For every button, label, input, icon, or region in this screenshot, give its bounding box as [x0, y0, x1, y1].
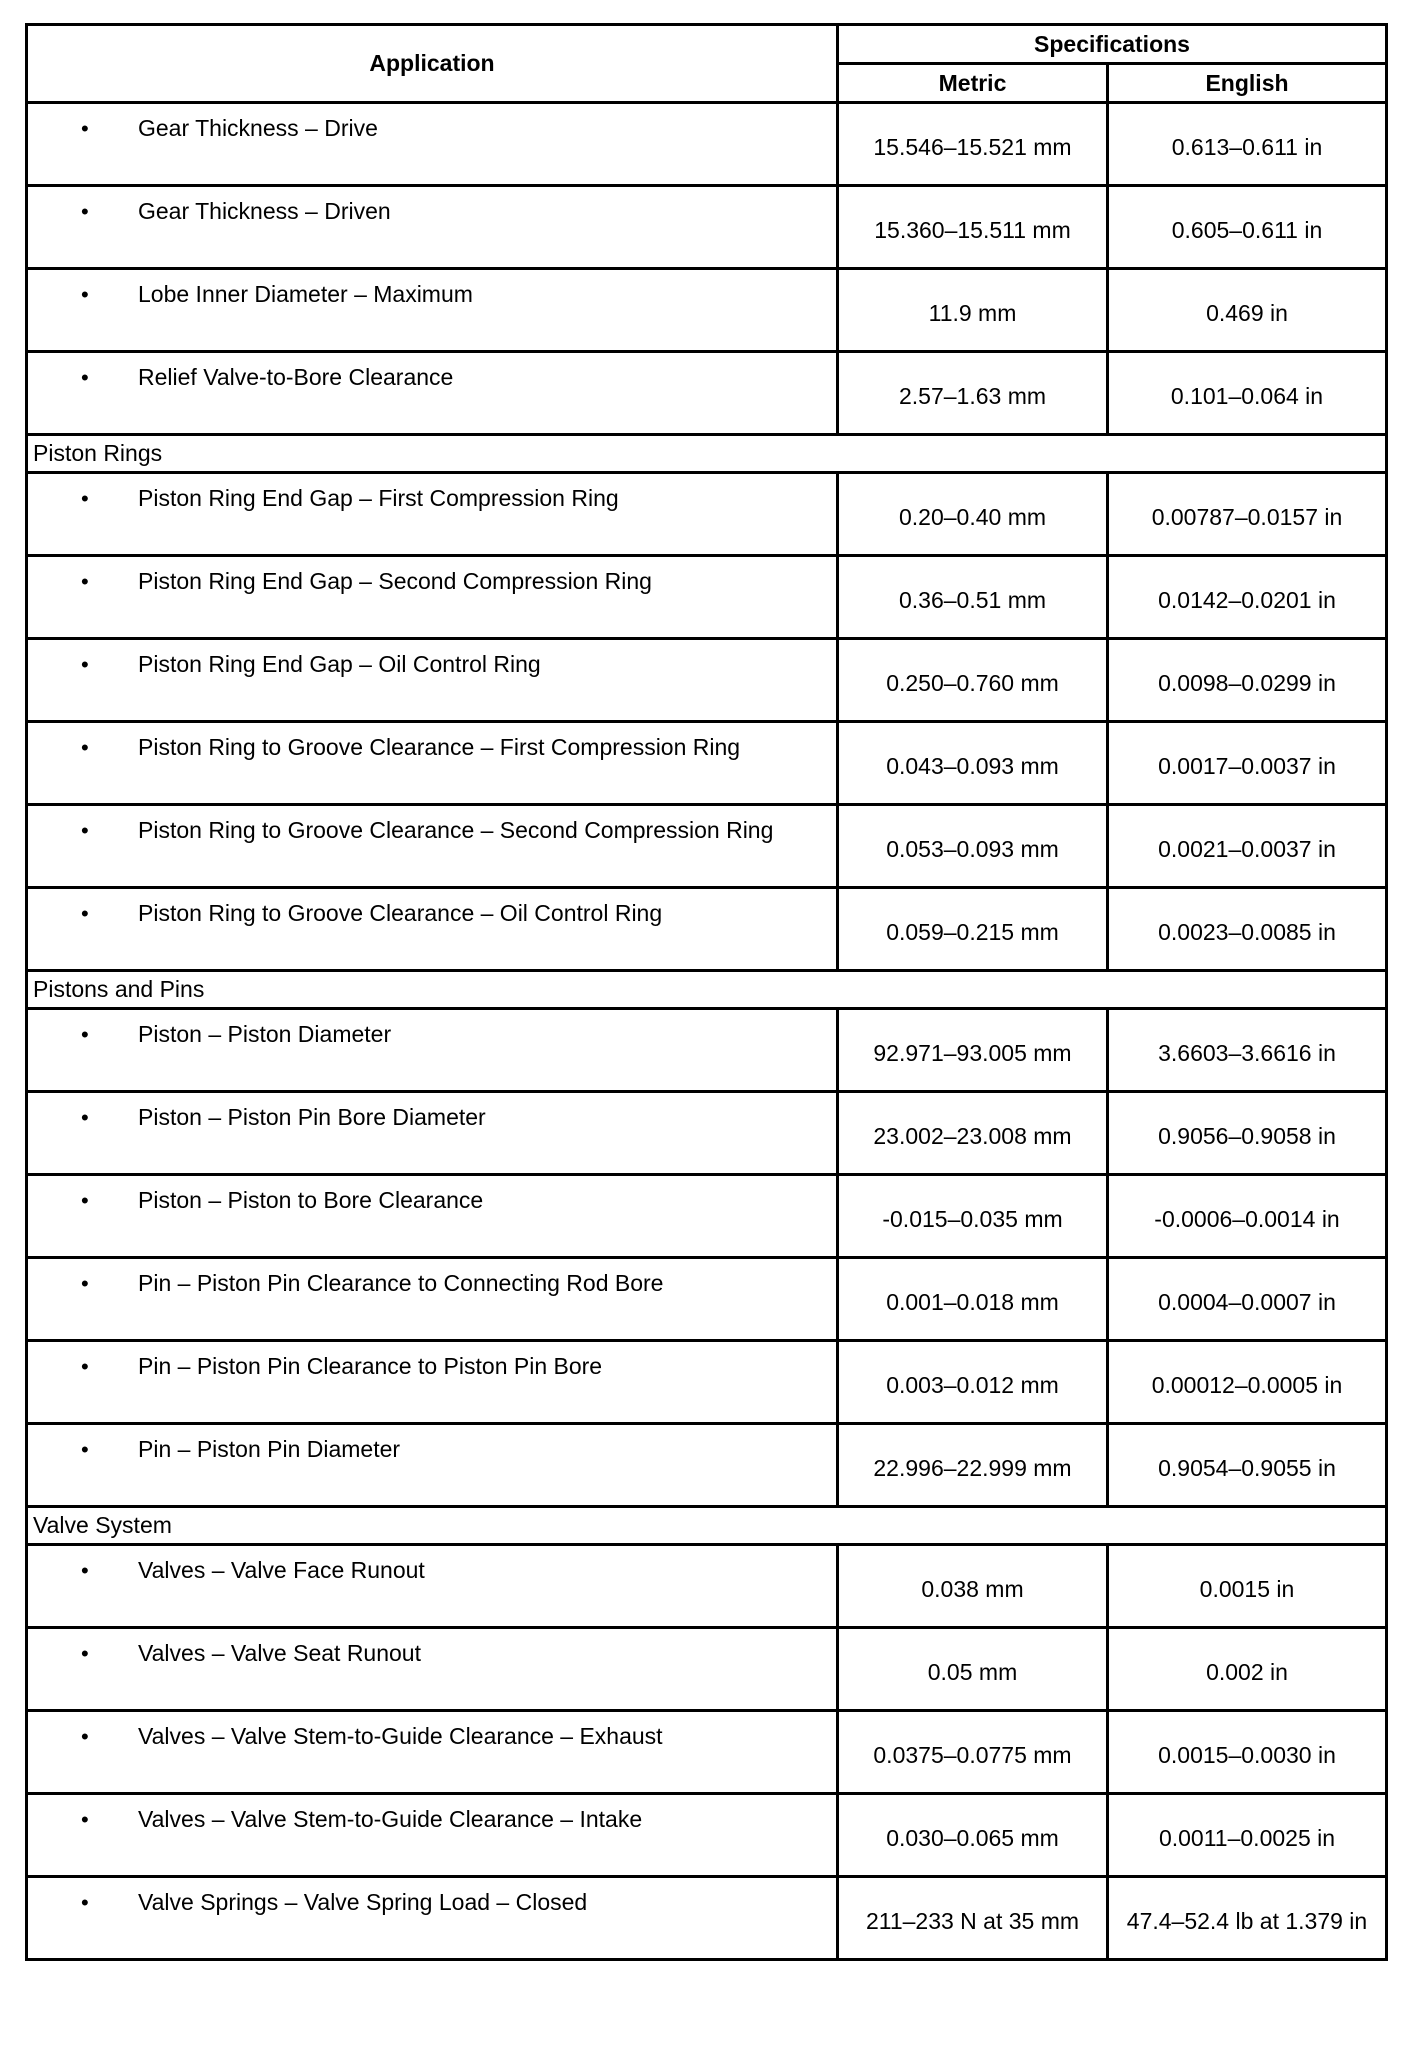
table-row [27, 352, 1387, 435]
application-label: Valves – Valve Stem-to-Guide Clearance – Exhaust [138, 1723, 663, 1749]
application-label: Lobe Inner Diameter – Maximum [138, 281, 473, 307]
table-row [27, 1424, 1387, 1507]
english-value: 0.00787–0.0157 in [1108, 473, 1387, 556]
metric-value: 0.0375–0.0775 mm [838, 1711, 1108, 1794]
application-cell [27, 1258, 838, 1341]
table-row [27, 1341, 1387, 1424]
category-label: Piston Rings [27, 435, 1387, 473]
english-value: 0.101–0.064 in [1108, 352, 1387, 435]
english-value: -0.0006–0.0014 in [1108, 1175, 1387, 1258]
application-label: Valve Springs – Valve Spring Load – Closed [138, 1889, 588, 1915]
application-cell [27, 556, 838, 639]
table-row [27, 1794, 1387, 1877]
english-value: 0.002 in [1108, 1628, 1387, 1711]
english-value: 47.4–52.4 lb at 1.379 in [1108, 1877, 1387, 1960]
bullet-icon: • [81, 1354, 89, 1379]
metric-value: 11.9 mm [838, 269, 1108, 352]
english-value: 0.9056–0.9058 in [1108, 1092, 1387, 1175]
category-label: Valve System [27, 1507, 1387, 1545]
metric-value: -0.015–0.035 mm [838, 1175, 1108, 1258]
metric-value: 0.003–0.012 mm [838, 1341, 1108, 1424]
table-row [27, 1545, 1387, 1628]
english-value: 0.0017–0.0037 in [1108, 722, 1387, 805]
application-label: Valves – Valve Seat Runout [138, 1640, 421, 1666]
application-label: Gear Thickness – Driven [138, 198, 391, 224]
application-cell [27, 269, 838, 352]
table-row [27, 1092, 1387, 1175]
application-label: Gear Thickness – Drive [138, 115, 378, 141]
table-row [27, 1711, 1387, 1794]
application-cell [27, 722, 838, 805]
table-row [27, 556, 1387, 639]
metric-value: 23.002–23.008 mm [838, 1092, 1108, 1175]
header-specifications: Specifications [838, 25, 1387, 64]
application-cell [27, 888, 838, 971]
table-row [27, 186, 1387, 269]
application-cell [27, 103, 838, 186]
application-cell [27, 1545, 838, 1628]
application-label: Piston Ring End Gap – Second Compression Ring [138, 568, 652, 594]
english-value: 3.6603–3.6616 in [1108, 1009, 1387, 1092]
bullet-icon: • [81, 652, 89, 677]
bullet-icon: • [81, 818, 89, 843]
application-label: Piston – Piston Diameter [138, 1021, 392, 1047]
english-value: 0.0098–0.0299 in [1108, 639, 1387, 722]
table-row [27, 722, 1387, 805]
application-label: Pin – Piston Pin Clearance to Connecting Rod Bore [138, 1270, 664, 1296]
english-value: 0.0011–0.0025 in [1108, 1794, 1387, 1877]
bullet-icon: • [81, 199, 89, 224]
application-cell [27, 1424, 838, 1507]
bullet-icon: • [81, 1188, 89, 1213]
table-row [27, 1628, 1387, 1711]
metric-value: 0.20–0.40 mm [838, 473, 1108, 556]
bullet-icon: • [81, 1641, 89, 1666]
english-value: 0.0015–0.0030 in [1108, 1711, 1387, 1794]
application-cell [27, 1092, 838, 1175]
application-label: Piston Ring to Groove Clearance – Oil Control Ring [138, 900, 663, 926]
metric-value: 15.546–15.521 mm [838, 103, 1108, 186]
category-row [27, 1507, 1387, 1545]
bullet-icon: • [81, 1105, 89, 1130]
metric-value: 0.043–0.093 mm [838, 722, 1108, 805]
english-value: 0.9054–0.9055 in [1108, 1424, 1387, 1507]
application-cell [27, 639, 838, 722]
bullet-icon: • [81, 735, 89, 760]
metric-value: 2.57–1.63 mm [838, 352, 1108, 435]
application-cell [27, 1794, 838, 1877]
metric-value: 0.059–0.215 mm [838, 888, 1108, 971]
english-value: 0.605–0.611 in [1108, 186, 1387, 269]
metric-value: 0.250–0.760 mm [838, 639, 1108, 722]
metric-value: 0.001–0.018 mm [838, 1258, 1108, 1341]
metric-value: 0.05 mm [838, 1628, 1108, 1711]
metric-value: 22.996–22.999 mm [838, 1424, 1108, 1507]
application-label: Pin – Piston Pin Diameter [138, 1436, 401, 1462]
metric-value: 0.053–0.093 mm [838, 805, 1108, 888]
header-application: Application [27, 25, 838, 103]
header-english: English [1108, 64, 1387, 103]
bullet-icon: • [81, 486, 89, 511]
table-row [27, 639, 1387, 722]
metric-value: 0.038 mm [838, 1545, 1108, 1628]
category-row [27, 435, 1387, 473]
bullet-icon: • [81, 1437, 89, 1462]
english-value: 0.00012–0.0005 in [1108, 1341, 1387, 1424]
table-body [27, 103, 1387, 1960]
table-row [27, 103, 1387, 186]
english-value: 0.0004–0.0007 in [1108, 1258, 1387, 1341]
application-cell [27, 1877, 838, 1960]
metric-value: 92.971–93.005 mm [838, 1009, 1108, 1092]
table-row [27, 1175, 1387, 1258]
application-label: Valves – Valve Stem-to-Guide Clearance – Intake [138, 1806, 643, 1832]
application-cell [27, 1711, 838, 1794]
bullet-icon: • [81, 365, 89, 390]
application-label: Piston – Piston to Bore Clearance [138, 1187, 484, 1213]
bullet-icon: • [81, 901, 89, 926]
bullet-icon: • [81, 282, 89, 307]
application-label: Piston Ring to Groove Clearance – Second Compression Ring [138, 817, 774, 843]
bullet-icon: • [81, 1271, 89, 1296]
bullet-icon: • [81, 1807, 89, 1832]
bullet-icon: • [81, 1724, 89, 1749]
application-label: Piston – Piston Pin Bore Diameter [138, 1104, 486, 1130]
application-cell [27, 473, 838, 556]
english-value: 0.469 in [1108, 269, 1387, 352]
header-metric: Metric [838, 64, 1108, 103]
application-cell [27, 1628, 838, 1711]
table-row [27, 473, 1387, 556]
metric-value: 211–233 N at 35 mm [838, 1877, 1108, 1960]
english-value: 0.0023–0.0085 in [1108, 888, 1387, 971]
table-row [27, 1009, 1387, 1092]
application-cell [27, 1175, 838, 1258]
bullet-icon: • [81, 569, 89, 594]
bullet-icon: • [81, 1890, 89, 1915]
specifications-table [25, 23, 1388, 1961]
application-label: Relief Valve-to-Bore Clearance [138, 364, 454, 390]
application-label: Pin – Piston Pin Clearance to Piston Pin Bore [138, 1353, 603, 1379]
metric-value: 15.360–15.511 mm [838, 186, 1108, 269]
category-label: Pistons and Pins [27, 971, 1387, 1009]
table-header [27, 25, 1387, 103]
application-label: Piston Ring End Gap – First Compression Ring [138, 485, 619, 511]
application-label: Piston Ring End Gap – Oil Control Ring [138, 651, 541, 677]
application-label: Valves – Valve Face Runout [138, 1557, 425, 1583]
metric-value: 0.030–0.065 mm [838, 1794, 1108, 1877]
english-value: 0.613–0.611 in [1108, 103, 1387, 186]
application-cell [27, 1009, 838, 1092]
bullet-icon: • [81, 116, 89, 141]
table-row [27, 269, 1387, 352]
table-row [27, 1258, 1387, 1341]
bullet-icon: • [81, 1022, 89, 1047]
table-row [27, 805, 1387, 888]
table-row [27, 888, 1387, 971]
table-row [27, 1877, 1387, 1960]
english-value: 0.0142–0.0201 in [1108, 556, 1387, 639]
application-label: Piston Ring to Groove Clearance – First Compression Ring [138, 734, 741, 760]
english-value: 0.0015 in [1108, 1545, 1387, 1628]
bullet-icon: • [81, 1558, 89, 1583]
english-value: 0.0021–0.0037 in [1108, 805, 1387, 888]
category-row [27, 971, 1387, 1009]
application-cell [27, 352, 838, 435]
application-cell [27, 1341, 838, 1424]
application-cell [27, 805, 838, 888]
metric-value: 0.36–0.51 mm [838, 556, 1108, 639]
application-cell [27, 186, 838, 269]
